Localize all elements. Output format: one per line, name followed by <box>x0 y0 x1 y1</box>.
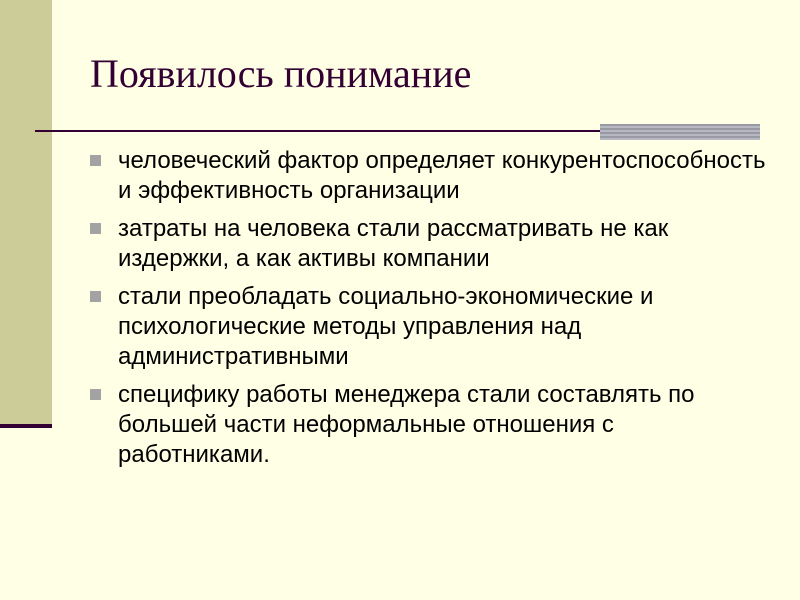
bullet-text: стали преобладать социально-экономические и психологические методы управления над административными <box>118 283 654 370</box>
square-bullet-icon <box>90 155 101 166</box>
bullet-item <box>88 146 768 206</box>
square-bullet-icon <box>90 223 101 234</box>
bullet-text: затраты на человека стали рассматривать не как издержки, а как активы компании <box>118 215 669 272</box>
left-accent-bar <box>0 0 52 426</box>
title-divider-accent-block <box>600 124 760 140</box>
square-bullet-icon <box>90 389 101 400</box>
bullet-list <box>88 146 768 478</box>
bullet-text: специфику работы менеджера стали составлять по большей части неформальные отношения с работниками. <box>118 381 695 468</box>
square-bullet-icon <box>90 291 101 302</box>
left-accent-underline <box>0 424 52 428</box>
bullet-text: человеческий фактор определяет конкурентоспособность и эффективность организации <box>118 147 766 204</box>
slide-title: Появилось понимание <box>90 51 472 96</box>
bullet-item <box>88 214 768 274</box>
title-divider-line <box>35 130 600 132</box>
bullet-item <box>88 282 768 372</box>
bullet-item <box>88 380 768 470</box>
